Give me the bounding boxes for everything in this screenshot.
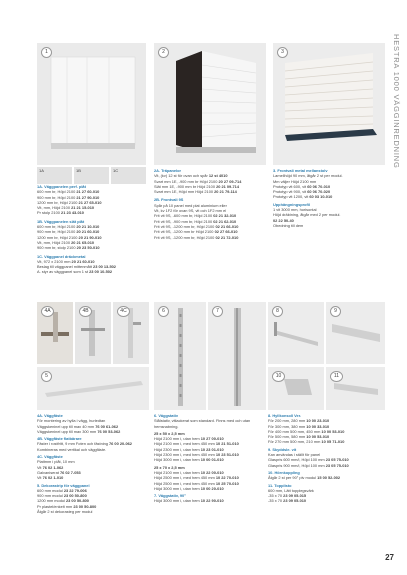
- panel-badge: 4C: [117, 306, 130, 317]
- product-photo-2: [154, 43, 266, 165]
- block-5: 5. Dekorastrip för väggpanel 600 mm modul 23 22 79-006 900 mm modul 23 00 50-800 1200 mm modul 23 00 50-800 Pr plastel/enkelt mm 23 00 50-800 Åtgår 2 st dekorasteg per modul: [37, 483, 149, 515]
- panel-badge: 8: [272, 306, 283, 317]
- block-2b: 2B. Frontvali 9S Spår på 10 panel med plat aluminium eller Vit, kv 1F2 för ovan 9S, vit och 1F2 mm el Frit vit 9S, -600 mm br, Höjd 2100 02 21 32-010 Frit vit 9S, -900 mm br, Höjd 2100 02 21 62-010 Frit vit 9S, -1200 mm br, Höjd 2100 02 21 66-010 Frit vit 9S, -1200 mm br Höjd 2100 02 27 66-010 Frit vit 9S, -1200 mm br, Höjd 2100 02 21 72-010: [154, 197, 268, 239]
- block-10: 10. Hörnkoppling Åtgår 2 st per 90° plv modul 15 00 52-002: [268, 470, 386, 481]
- bottom-col3-text: [268, 413, 386, 504]
- detail-thumb-1c: 1C: [111, 167, 146, 184]
- heading-2a: 2A. Träpanelor: [154, 168, 182, 173]
- block-upphangning: Upphängningsprofil 1 vit 3000 mm, horisontal Höjd dräktning, åtgår med 2 per modul. 02 22 50-40 Obedning till dem: [273, 202, 385, 228]
- block-4a: 4A. Väggfäste För montering av hylla i vägg, hurledtan Väggskeninel upp till max 40 mm 76 00 61-062 Väggskeninel upp till max 300 mm 76 00 53-062: [37, 413, 149, 434]
- heading-upphangning: Upphängningsprofil: [273, 201, 310, 207]
- block-4c: 4C. Väggfäste Plattmm i plåt, 10 mm Vit 76 02 1-062 Galvaniserat 76 02 7-053 Vit 76 02 1-010: [37, 454, 149, 480]
- block-9: 9. Skyddsle. vit Kan användas i ställt för panel Glaspris 600 mm/i, Höjd 100 mm 23 05 75-010 Glaspris 900 mm/i, Höjd 100 mm 23 05 75-010: [268, 447, 386, 468]
- col3-text: [273, 168, 385, 228]
- col1-text: [37, 184, 149, 275]
- block-1c: 1C. Väggpanel dräckmetal Vit, 972 x 2100 mm 20 21 60-010 Beslag till väggpanel mittenmått 23 00 13-502 A. styr av väggpanel som 1 st 23 00 10-502: [37, 254, 149, 275]
- panel-badge: 1: [41, 47, 52, 58]
- block-2a: 2A. Träpanelor Vit, (kv) 12 st för ovan och spår 12 st 4010 Svart mm 1E, -900 mm br Höjd 2100 20 27 09-714 Slät mm 1E, -900 mm br Höjd 2100 20 21 09-714 Svart mm 1E, Höjd mm Höjd 2100 20 21 79-114: [154, 168, 268, 194]
- block-1a: 1A. Väggpanelen perf. plåt 600 mm br, Höjd 2100 21 27 60-010 900 mm br, Höjd 2100 21 27 90-010 1200 mm br, Höjd 2100 21 27 65-010 Vit, mm, Höjd 2100 21 21 15-010 Pr stolp 2100 21 23 43-010: [37, 184, 149, 216]
- page-number: 27: [385, 553, 394, 562]
- block-11: 11. Topplisto 600 mm, Lätt topplegsvärk -35 x 70 23 09 05-015 -35 x 70 23 09 05-010: [268, 483, 386, 504]
- col2-text: [154, 168, 268, 240]
- photo-4a: [37, 302, 73, 364]
- detail-thumb-1b: 1B: [74, 167, 109, 184]
- heading-10: 10. Hörnkoppling: [268, 469, 300, 475]
- block-7: 7. Väggstativ, 90° Höjd 3000 mm i, utan hem 10 22 90-010: [154, 493, 266, 504]
- wall-panel-perforated-illustration: [37, 43, 146, 165]
- heading-6: 6. Väggstativ: [154, 413, 179, 418]
- product-photo-3: [273, 43, 385, 165]
- heading-4a: 4A. Väggfäste: [37, 413, 63, 418]
- panel-badge: 2: [158, 47, 169, 58]
- photo-7: [208, 302, 266, 410]
- photo-10: [268, 367, 324, 410]
- block-8: 8. Hyllkonsoll Ver. För 200 mm, 280 mm 10 00 23-010 För 300 mm, 380 mm 10 00 33-010 För 400 mm 500 mm, 450 mm 10 00 53-010 För 500 mm, 580 mm 10 00 53-010 För 270 mm 500 mm, 210 mm 10 05 71-010: [268, 413, 386, 445]
- heading-5: 5. Dekorastrip för väggpanel: [37, 482, 90, 488]
- photo-6: [154, 302, 206, 410]
- heading-9: 9. Skyddsle. vit: [268, 446, 297, 452]
- heading-1c: 1C. Väggpanel dräckmetal: [37, 253, 86, 259]
- heading-4b: 4B. Väggfäste flatbärare: [37, 436, 82, 442]
- corner-upright-illustration: [208, 302, 266, 410]
- panel-badge: 3: [277, 47, 288, 58]
- decor-strip-illustration: [37, 367, 149, 410]
- heading-8: 8. Hyllkonsoll Ver.: [268, 413, 302, 418]
- bottom-col1-text: [37, 413, 149, 514]
- heading-1a: 1A. Väggpanelen perf. plåt: [37, 184, 86, 189]
- detail-thumb-1a: 1A: [37, 167, 72, 184]
- heading-2b: 2B. Frontvali 9S: [154, 197, 184, 203]
- block-4b: 4B. Väggfäste flatbärare Fäster i rostfritt, 9 mm Foten och fästning 76 00 20-062 Kombineras med vertikal och väggfäste.: [37, 436, 149, 452]
- photo-5: [37, 367, 149, 410]
- photo-11: [326, 367, 385, 410]
- photo-9: [326, 302, 385, 364]
- detail-thumbnails: [37, 167, 146, 184]
- panel-badge: 11: [330, 371, 343, 382]
- wall-upright-illustration: [154, 302, 206, 410]
- block-1b: 1B. Väggpanelen slät plåt 600 mm br, Höjd 2100 20 21 10-010 900 mm br, Höjd 2100 20 21 60-010 1200 mm br, Höjd 2100 20 21 90-010 Vit, mm, Höjd 2100 20 21 65-010 900 mm br, stolp 2100 20 23 50-010: [37, 219, 149, 251]
- photo-4c: [113, 302, 149, 364]
- photo-4b: [75, 302, 111, 364]
- heading-1b: 1B. Väggpanelen slät plåt: [37, 218, 85, 224]
- product-photo-1: [37, 43, 146, 165]
- slatwall-metal-illustration: [273, 43, 385, 165]
- panel-badge: 9: [330, 306, 341, 317]
- bottom-col2-text: [154, 413, 266, 504]
- photo-8: [268, 302, 324, 364]
- heading-3: 3. Frontvali metal mellanstolv: [273, 168, 328, 173]
- slatwall-black-white-illustration: [154, 43, 266, 165]
- panel-badge: 10: [272, 371, 285, 382]
- panel-badge: 5: [41, 371, 52, 382]
- heading-11: 11. Topplisto: [268, 482, 292, 488]
- heading-4c: 4C. Väggfäste: [37, 454, 63, 460]
- panel-badge: 7: [212, 306, 223, 317]
- block-6: 6. Väggstativ Stålstativ, vitlackerat som standard. Finns med och utan hemsnabning. 25 x 50 x 2,5 mm Höjd 2100 mm i, utan hem 10 27 00-010 Höjd 2100 mm i, med hem 450 mm 10 21 51-010 Höjd 2300 mm i, utan hem 10 23 01-010 Höjd 2300 mm i, med hem 450 mm 10 23 51-010 Höjd 3000 mm i, utan hem 10 00 01-010 25 x 70 x 2,5 mm Höjd 2100 mm i, utan hem 10 22 00-010 Höjd 2500 mm i, med hem 450 mm 10 22 70-010 Höjd 2500 mm i, med hem 450 mm 10 25 70-010 Höjd 3000 mm i, utan hem 10 00 20-010: [154, 413, 266, 491]
- panel-badge: 6: [158, 306, 169, 317]
- vertical-title: HESTRA 1000 VÄGGINREDNING: [392, 34, 401, 169]
- panel-badge: 4A: [41, 306, 54, 317]
- heading-7: 7. Väggstativ, 90°: [154, 493, 186, 499]
- block-3: 3. Frontvali metal mellanstolv Lamellhöjd 90 mm, åtgår 2 st per modul. Mm väljer Höjd 2100 mm Prototyp vit 600, vit 60 06 70-010 Prototyp vit 900, vit 60 06 70-020 Prototyp vit 1200, vit 60 03 10-010: [273, 168, 385, 200]
- panel-badge: 4B: [79, 306, 92, 317]
